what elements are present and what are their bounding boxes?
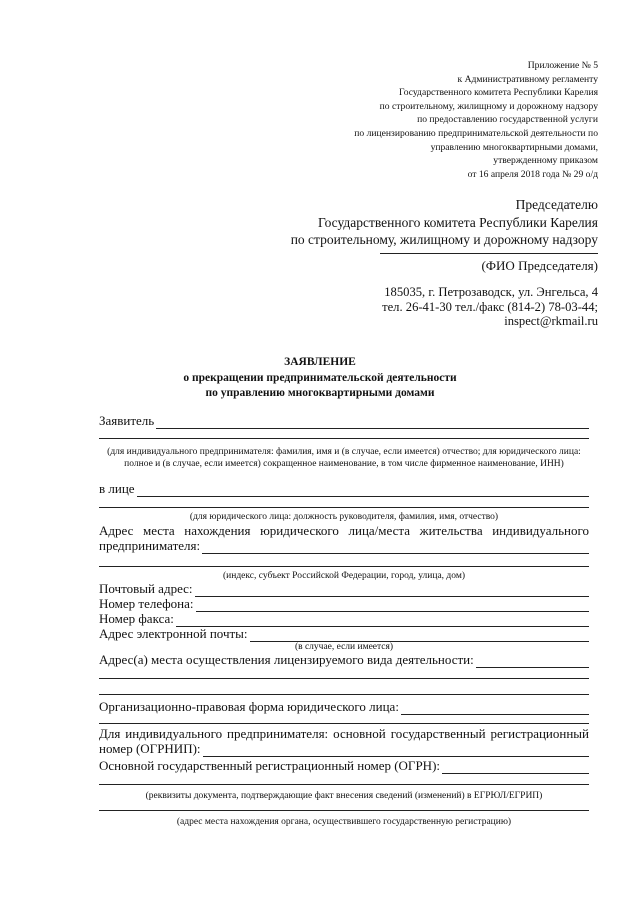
chairman-name-field[interactable]: [380, 253, 598, 254]
address-hint: (индекс, субъект Российской Федерации, город, улица, дом): [223, 571, 465, 581]
contact-phone: тел. 26-41-30 тел./факс (814-2) 78-03-44;: [382, 299, 598, 314]
addressee-line: по строительному, жилищному и дорожному надзору: [290, 232, 598, 247]
activity-field-line2[interactable]: [99, 678, 589, 679]
appendix-line: по лицензированию предпринимательской деятельности по: [354, 127, 598, 139]
appendix-block: [298, 59, 598, 181]
appendix-line: к Административному регламенту: [457, 73, 598, 85]
contacts-block: [268, 285, 598, 329]
applicant-field-line2[interactable]: [99, 438, 589, 439]
applicant-field[interactable]: [156, 415, 589, 429]
ogrn-row: [99, 758, 589, 774]
ogrnip-label-2: номер (ОГРНИП):: [99, 741, 201, 756]
activity-label: Адрес(а) места осуществления лицензируемого вида деятельности:: [99, 652, 474, 667]
contact-address: 185035, г. Петрозаводск, ул. Энгельса, 4: [384, 285, 598, 299]
org-form-row: [99, 699, 589, 715]
activity-row: [99, 652, 589, 668]
appendix-line: по предоставлению государственной услуги: [417, 114, 598, 126]
addressee-line: Председателю: [515, 197, 598, 212]
person-field-line2[interactable]: [99, 507, 589, 508]
phone-label: Номер телефона:: [99, 596, 194, 611]
org-form-field[interactable]: [401, 701, 589, 715]
person-label: в лице: [99, 481, 135, 496]
chairman-name-hint: (ФИО Председателя): [481, 258, 598, 273]
addressee-line: Государственного комитета Республики Карелия: [317, 214, 598, 230]
person-hint: (для юридического лица: должность руководителя, фамилия, имя, отчество): [189, 512, 499, 522]
applicant-label: Заявитель: [99, 413, 155, 428]
ogrn-field[interactable]: [442, 760, 589, 774]
reg-body-hint: (адрес места нахождения органа, осуществившего государственную регистрацию): [176, 817, 512, 827]
fax-row: [99, 611, 589, 627]
ogrnip-field[interactable]: [203, 743, 589, 757]
phone-field[interactable]: [196, 598, 589, 612]
addressee-block: [268, 196, 598, 249]
ogrnip-label: Для индивидуального предпринимателя: основной государственный регистрационный: [99, 726, 589, 741]
person-field[interactable]: [137, 483, 589, 497]
egrul-hint: (реквизиты документа, подтверждающие факт внесения сведений (изменений) в ЕГРЮЛ/ЕГРИП): [145, 791, 543, 801]
egrul-field[interactable]: [99, 784, 589, 785]
activity-field[interactable]: [476, 654, 589, 668]
org-form-field-line2[interactable]: [99, 723, 589, 724]
appendix-line: управлению многоквартирными домами,: [430, 141, 598, 153]
appendix-line: по строительному, жилищному и дорожному надзору: [379, 100, 598, 112]
fax-field[interactable]: [176, 613, 589, 627]
address-field-line2[interactable]: [99, 566, 589, 567]
fax-label: Номер факса:: [99, 611, 174, 626]
email-field[interactable]: [250, 628, 589, 642]
phone-row: [99, 596, 589, 612]
address-label: Адрес места нахождения юридического лица/места жительства индивидуального: [99, 523, 589, 538]
applicant-row: [99, 413, 589, 429]
ogrn-label: Основной государственный регистрационный номер (ОГРН):: [99, 758, 441, 773]
person-row: [99, 481, 589, 497]
contact-email: inspect@rkmail.ru: [504, 314, 598, 329]
document-title: [0, 355, 640, 402]
appendix-line: Государственного комитета Республики Карелия: [399, 87, 598, 99]
email-hint: (в случае, если имеется): [294, 642, 394, 652]
postal-field[interactable]: [195, 583, 589, 597]
org-form-label: Организационно-правовая форма юридического лица:: [99, 699, 399, 714]
address-row: [99, 538, 589, 554]
title-heading: ЗАЯВЛЕНИЕ: [284, 356, 356, 368]
address-label-2: предпринимателя:: [99, 538, 201, 553]
appendix-line: Приложение № 5: [527, 60, 598, 71]
ogrnip-row: [99, 741, 589, 757]
address-field[interactable]: [202, 540, 589, 554]
reg-body-field[interactable]: [99, 810, 589, 811]
postal-row: [99, 581, 589, 597]
activity-field-line3[interactable]: [99, 694, 589, 695]
appendix-line: утвержденному приказом: [493, 155, 598, 167]
title-line: о прекращении предпринимательской деятельности: [183, 371, 457, 384]
email-label: Адрес электронной почты:: [99, 626, 248, 641]
applicant-hint: (для индивидуального предпринимателя: фамилия, имя и (в случае, если имеется) отчество; для юридического лица: полное и (в случае, если имеется) сокращенное наименование, в том числе фирменное наименование, ИНН): [107, 447, 581, 469]
appendix-line: от 16 апреля 2018 года № 29 о/д: [467, 168, 598, 180]
title-line: по управлению многоквартирными домами: [205, 387, 435, 399]
email-row: [99, 626, 589, 642]
postal-label: Почтовый адрес:: [99, 581, 193, 596]
